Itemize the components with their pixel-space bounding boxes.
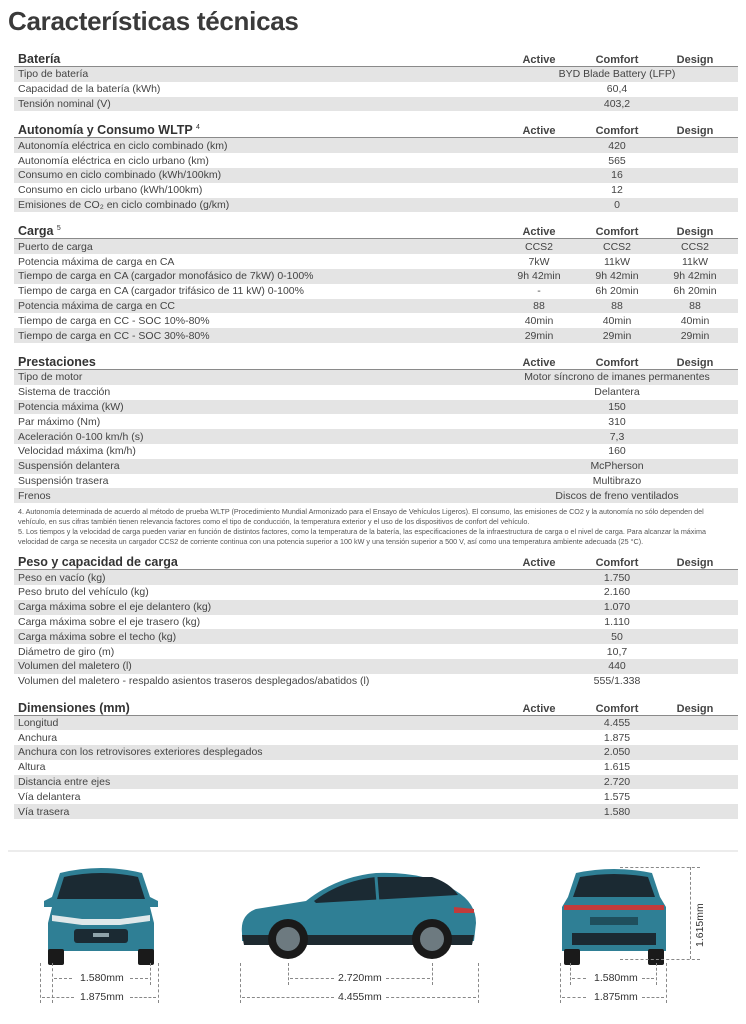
front-width-label: 1.875mm [80, 991, 124, 1003]
column-header-active: Active [522, 54, 556, 66]
column-header-active: Active [522, 125, 556, 138]
spec-value-design: 40min [680, 314, 710, 327]
dim-guide [620, 867, 700, 868]
spec-row [14, 313, 738, 328]
spec-label: Frenos [18, 489, 51, 502]
spec-value-active: 40min [524, 314, 554, 327]
spec-row [14, 789, 738, 804]
spec-value: Motor síncrono de imanes permanentes [524, 371, 710, 384]
section-header [14, 549, 738, 570]
spec-label: Carga máxima sobre el techo (kg) [18, 630, 177, 643]
section-header [14, 117, 738, 138]
spec-value-design: 9h 42min [673, 270, 717, 283]
rear-track-label: 1.580mm [594, 972, 638, 984]
spec-row [14, 414, 738, 429]
section-title [18, 555, 500, 569]
spec-row [14, 674, 738, 689]
front-track-label: 1.580mm [80, 972, 124, 984]
section-header [14, 218, 738, 239]
spec-label: Carga máxima sobre el eje trasero (kg) [18, 615, 201, 628]
dim-line [42, 997, 74, 998]
dim-line [642, 978, 654, 979]
spec-label: Velocidad máxima (km/h) [18, 445, 136, 458]
spec-label: Tensión nominal (V) [18, 97, 111, 110]
spec-label: Potencia máxima de carga en CA [18, 255, 175, 268]
spec-row [14, 429, 738, 444]
spec-row [14, 239, 738, 254]
spec-value: 555/1.338 [593, 675, 641, 688]
dimension-diagram [0, 855, 746, 1024]
spec-value: 310 [608, 415, 626, 428]
spec-row [14, 97, 738, 112]
spec-value-active: 7kW [528, 255, 550, 268]
spec-value: 2.050 [603, 746, 631, 759]
column-header-active: Active [522, 226, 556, 239]
spec-label: Peso en vacío (kg) [18, 571, 106, 584]
spec-value-active: 29min [524, 329, 554, 342]
spec-value-comfort: 40min [602, 314, 632, 327]
spec-label: Vía trasera [18, 805, 70, 818]
spec-label: Autonomía eléctrica en ciclo urbano (km) [18, 154, 209, 167]
spec-value: 420 [608, 139, 626, 152]
spec-row [14, 730, 738, 745]
dim-line [242, 997, 334, 998]
spec-row [14, 644, 738, 659]
spec-value: 150 [608, 400, 626, 413]
spec-row [14, 600, 738, 615]
column-header-design: Design [676, 557, 714, 570]
car-rear-view [556, 863, 672, 969]
spec-row [14, 138, 738, 153]
spec-label: Aceleración 0-100 km/h (s) [18, 430, 144, 443]
spec-label: Carga máxima sobre el eje delantero (kg) [18, 601, 212, 614]
column-header-comfort: Comfort [595, 226, 639, 239]
column-header-design: Design [676, 702, 714, 715]
spec-label: Volumen del maletero (l) [18, 660, 132, 673]
section-title-text: Autonomía y Consumo WLTP [18, 123, 193, 138]
spec-value: 10,7 [606, 645, 628, 658]
rear-width-label: 1.875mm [594, 991, 638, 1003]
spec-row [14, 168, 738, 183]
footnote-ref: 5 [56, 225, 61, 233]
spec-row [14, 659, 738, 674]
spec-value-comfort: 88 [611, 299, 623, 312]
spec-value-comfort: CCS2 [602, 240, 631, 253]
car-front-view [38, 863, 164, 969]
spec-row [14, 284, 738, 299]
spec-row [14, 474, 738, 489]
dim-line [572, 978, 586, 979]
spec-row [14, 153, 738, 168]
spec-label: Anchura con los retrovisores exteriores desplegados [18, 746, 263, 759]
spec-value: 0 [614, 198, 620, 211]
spec-value-comfort: 11kW [603, 255, 631, 268]
dim-guide [666, 963, 667, 1003]
section-title-text: Carga [18, 224, 54, 239]
section-header [14, 46, 738, 67]
spec-value: 4.455 [603, 716, 631, 729]
spec-row [14, 716, 738, 731]
column-header-active: Active [522, 702, 556, 715]
spec-value: 1.070 [603, 601, 631, 614]
spec-label: Potencia máxima (kW) [18, 400, 124, 413]
spec-value: 1.575 [603, 790, 631, 803]
spec-label: Tiempo de carga en CC - SOC 10%-80% [18, 314, 210, 327]
section-dimensiones-mm [14, 695, 738, 820]
footnote-ref: 4 [196, 124, 200, 132]
spec-label: Suspensión trasera [18, 474, 109, 487]
column-header-comfort: Comfort [595, 702, 639, 715]
dim-line [386, 978, 430, 979]
column-header-comfort: Comfort [595, 356, 639, 369]
column-header-design: Design [676, 54, 714, 66]
spec-row [14, 488, 738, 503]
column-header-active: Active [522, 356, 556, 369]
spec-row [14, 444, 738, 459]
spec-label: Suspensión delantera [18, 460, 120, 473]
spec-value: 2.720 [603, 776, 631, 789]
spec-row [14, 82, 738, 97]
dim-guide [432, 963, 433, 985]
dim-line [642, 997, 664, 998]
section-title-text: Prestaciones [18, 354, 96, 369]
spec-value: Multibrazo [592, 474, 642, 487]
dim-guide [150, 963, 151, 985]
spec-row [14, 198, 738, 213]
section-title [18, 224, 500, 238]
dim-line [562, 997, 586, 998]
spec-value-comfort: 6h 20min [595, 285, 639, 298]
footnotes [14, 503, 738, 549]
section-autonomia-y-consumo-wltp [14, 117, 738, 212]
dim-line [130, 997, 156, 998]
spec-row [14, 775, 738, 790]
spec-row [14, 400, 738, 415]
spec-tables [14, 46, 738, 819]
section-peso-y-capacidad-de-carga [14, 549, 738, 688]
side-length-label: 4.455mm [338, 991, 382, 1003]
spec-label: Longitud [18, 716, 59, 729]
spec-row [14, 459, 738, 474]
spec-value-active: 88 [533, 299, 545, 312]
dim-guide [570, 963, 571, 985]
dim-line [54, 978, 72, 979]
spec-row [14, 585, 738, 600]
spec-label: Potencia máxima de carga en CC [18, 299, 175, 312]
spec-label: Vía delantera [18, 790, 81, 803]
spec-label: Anchura [18, 731, 58, 744]
spec-row [14, 67, 738, 82]
section-header [14, 349, 738, 370]
spec-value: 1.110 [604, 615, 630, 628]
spec-value: 12 [611, 184, 623, 197]
spec-row [14, 570, 738, 585]
section-title [18, 52, 500, 66]
spec-value-design: 29min [680, 329, 710, 342]
spec-row [14, 804, 738, 819]
dim-guide [40, 963, 41, 1003]
spec-label: Capacidad de la batería (kWh) [18, 83, 161, 96]
side-wheelbase-label: 2.720mm [338, 972, 382, 984]
section-bateria [14, 46, 738, 111]
dim-line [690, 867, 691, 959]
dim-guide [560, 963, 561, 1003]
column-header-design: Design [676, 125, 714, 138]
spec-label: Tiempo de carga en CA (cargador trifásico de 11 kW) 0-100% [18, 285, 304, 298]
dim-line [386, 997, 476, 998]
spec-value-design: CCS2 [680, 240, 709, 253]
spec-row [14, 760, 738, 775]
spec-row [14, 254, 738, 269]
footnote-5: 5. Los tiempos y la velocidad de carga pueden variar en función de distintos factores, como la temperatura de la batería, las especificaciones de la infraestructura de carga o el nivel de carga. Para alcanzar la máxima velocidad de carga se necesita un cargador CCS2 de corriente continua con una potencia superior a 100 kW y una tensión superior a 500 V, así como una temperatura ambiente adecuada (25 °C). [18, 527, 706, 547]
spec-label: Emisiones de CO₂ en ciclo combinado (g/km) [18, 198, 230, 211]
section-title-text: Batería [18, 52, 61, 66]
section-header [14, 695, 738, 716]
spec-value-design: 11kW [681, 255, 709, 268]
dim-guide [620, 959, 700, 960]
section-title [18, 355, 500, 369]
spec-label: Consumo en ciclo urbano (kWh/100km) [18, 184, 203, 197]
column-header-active: Active [522, 557, 556, 570]
spec-row [14, 328, 738, 343]
spec-value-active: - [537, 285, 541, 298]
spec-value: 440 [608, 660, 626, 673]
spec-row [14, 299, 738, 314]
footnote-4: 4. Autonomía determinada de acuerdo al método de prueba WLTP (Procedimiento Mundial Armonizado para el Ensayo de Vehículos Ligeros). El consumo, las emisiones de CO2 y la autonomía no sólo dependen del vehículo, en sus cifras también tienen relevancia factores como el tipo de conducción, la temperatura exterior y el uso de los dispositivos de confort del vehículo. [18, 507, 704, 527]
spec-value: 2.160 [603, 586, 631, 599]
divider [8, 850, 738, 852]
spec-value-comfort: 29min [602, 329, 632, 342]
spec-label: Autonomía eléctrica en ciclo combinado (km) [18, 139, 228, 152]
spec-label: Sistema de tracción [18, 386, 111, 399]
spec-label: Distancia entre ejes [18, 776, 111, 789]
spec-label: Peso bruto del vehículo (kg) [18, 586, 149, 599]
dim-guide [288, 963, 289, 985]
spec-label: Tipo de batería [18, 68, 89, 81]
spec-value: 1.615 [603, 761, 631, 774]
spec-value: 403,2 [603, 97, 631, 110]
column-header-design: Design [676, 226, 714, 239]
section-prestaciones [14, 349, 738, 503]
spec-row [14, 745, 738, 760]
spec-value-active: 9h 42min [517, 270, 561, 283]
spec-value: 16 [611, 169, 623, 182]
page-title: Características técnicas [8, 6, 299, 36]
spec-row [14, 615, 738, 630]
spec-label: Tiempo de carga en CC - SOC 30%-80% [18, 329, 210, 342]
spec-value: 1.875 [603, 731, 631, 744]
spec-row [14, 370, 738, 385]
section-title-text: Peso y capacidad de carga [18, 555, 178, 570]
section-title [18, 123, 500, 137]
dim-line [290, 978, 334, 979]
spec-value: Discos de freno ventilados [555, 489, 679, 502]
column-header-comfort: Comfort [595, 557, 639, 570]
spec-value: 565 [608, 154, 626, 167]
column-header-comfort: Comfort [595, 125, 639, 138]
spec-group-1 [14, 46, 738, 503]
rear-height-label: 1.615mm [694, 903, 706, 947]
spec-value: 50 [611, 630, 623, 643]
spec-label: Diámetro de giro (m) [18, 645, 115, 658]
dim-guide [158, 963, 159, 1003]
spec-value-comfort: 9h 42min [595, 270, 639, 283]
dim-guide [478, 963, 479, 1003]
spec-label: Tipo de motor [18, 371, 83, 384]
spec-label: Volumen del maletero - respaldo asientos traseros desplegados/abatidos (l) [18, 675, 370, 688]
spec-value: BYD Blade Battery (LFP) [558, 68, 676, 81]
dim-guide [656, 963, 657, 985]
spec-value: 160 [608, 445, 626, 458]
spec-row [14, 385, 738, 400]
spec-value-design: 6h 20min [673, 285, 717, 298]
car-side-view [236, 863, 482, 963]
spec-label: Consumo en ciclo combinado (kWh/100km) [18, 169, 222, 182]
spec-value: 60,4 [606, 83, 628, 96]
column-header-design: Design [676, 356, 714, 369]
dim-guide [240, 963, 241, 1003]
spec-row [14, 629, 738, 644]
section-carga [14, 218, 738, 343]
section-title [18, 701, 500, 715]
spec-row [14, 183, 738, 198]
spec-value: 7,3 [609, 430, 625, 443]
spec-value: McPherson [590, 460, 644, 473]
spec-row [14, 269, 738, 284]
column-header-comfort: Comfort [595, 54, 639, 66]
dim-line [130, 978, 148, 979]
spec-label: Par máximo (Nm) [18, 415, 101, 428]
spec-value-design: 88 [689, 299, 701, 312]
section-title-text: Dimensiones (mm) [18, 700, 130, 715]
spec-label: Altura [18, 761, 46, 774]
spec-label: Puerto de carga [18, 240, 93, 253]
spec-value-active: CCS2 [524, 240, 553, 253]
spec-value: 1.750 [603, 571, 631, 584]
spec-value: 1.580 [603, 805, 631, 818]
spec-label: Tiempo de carga en CA (cargador monofásico de 7kW) 0-100% [18, 270, 314, 283]
spec-group-2 [14, 549, 738, 819]
spec-value: Delantera [594, 386, 640, 399]
